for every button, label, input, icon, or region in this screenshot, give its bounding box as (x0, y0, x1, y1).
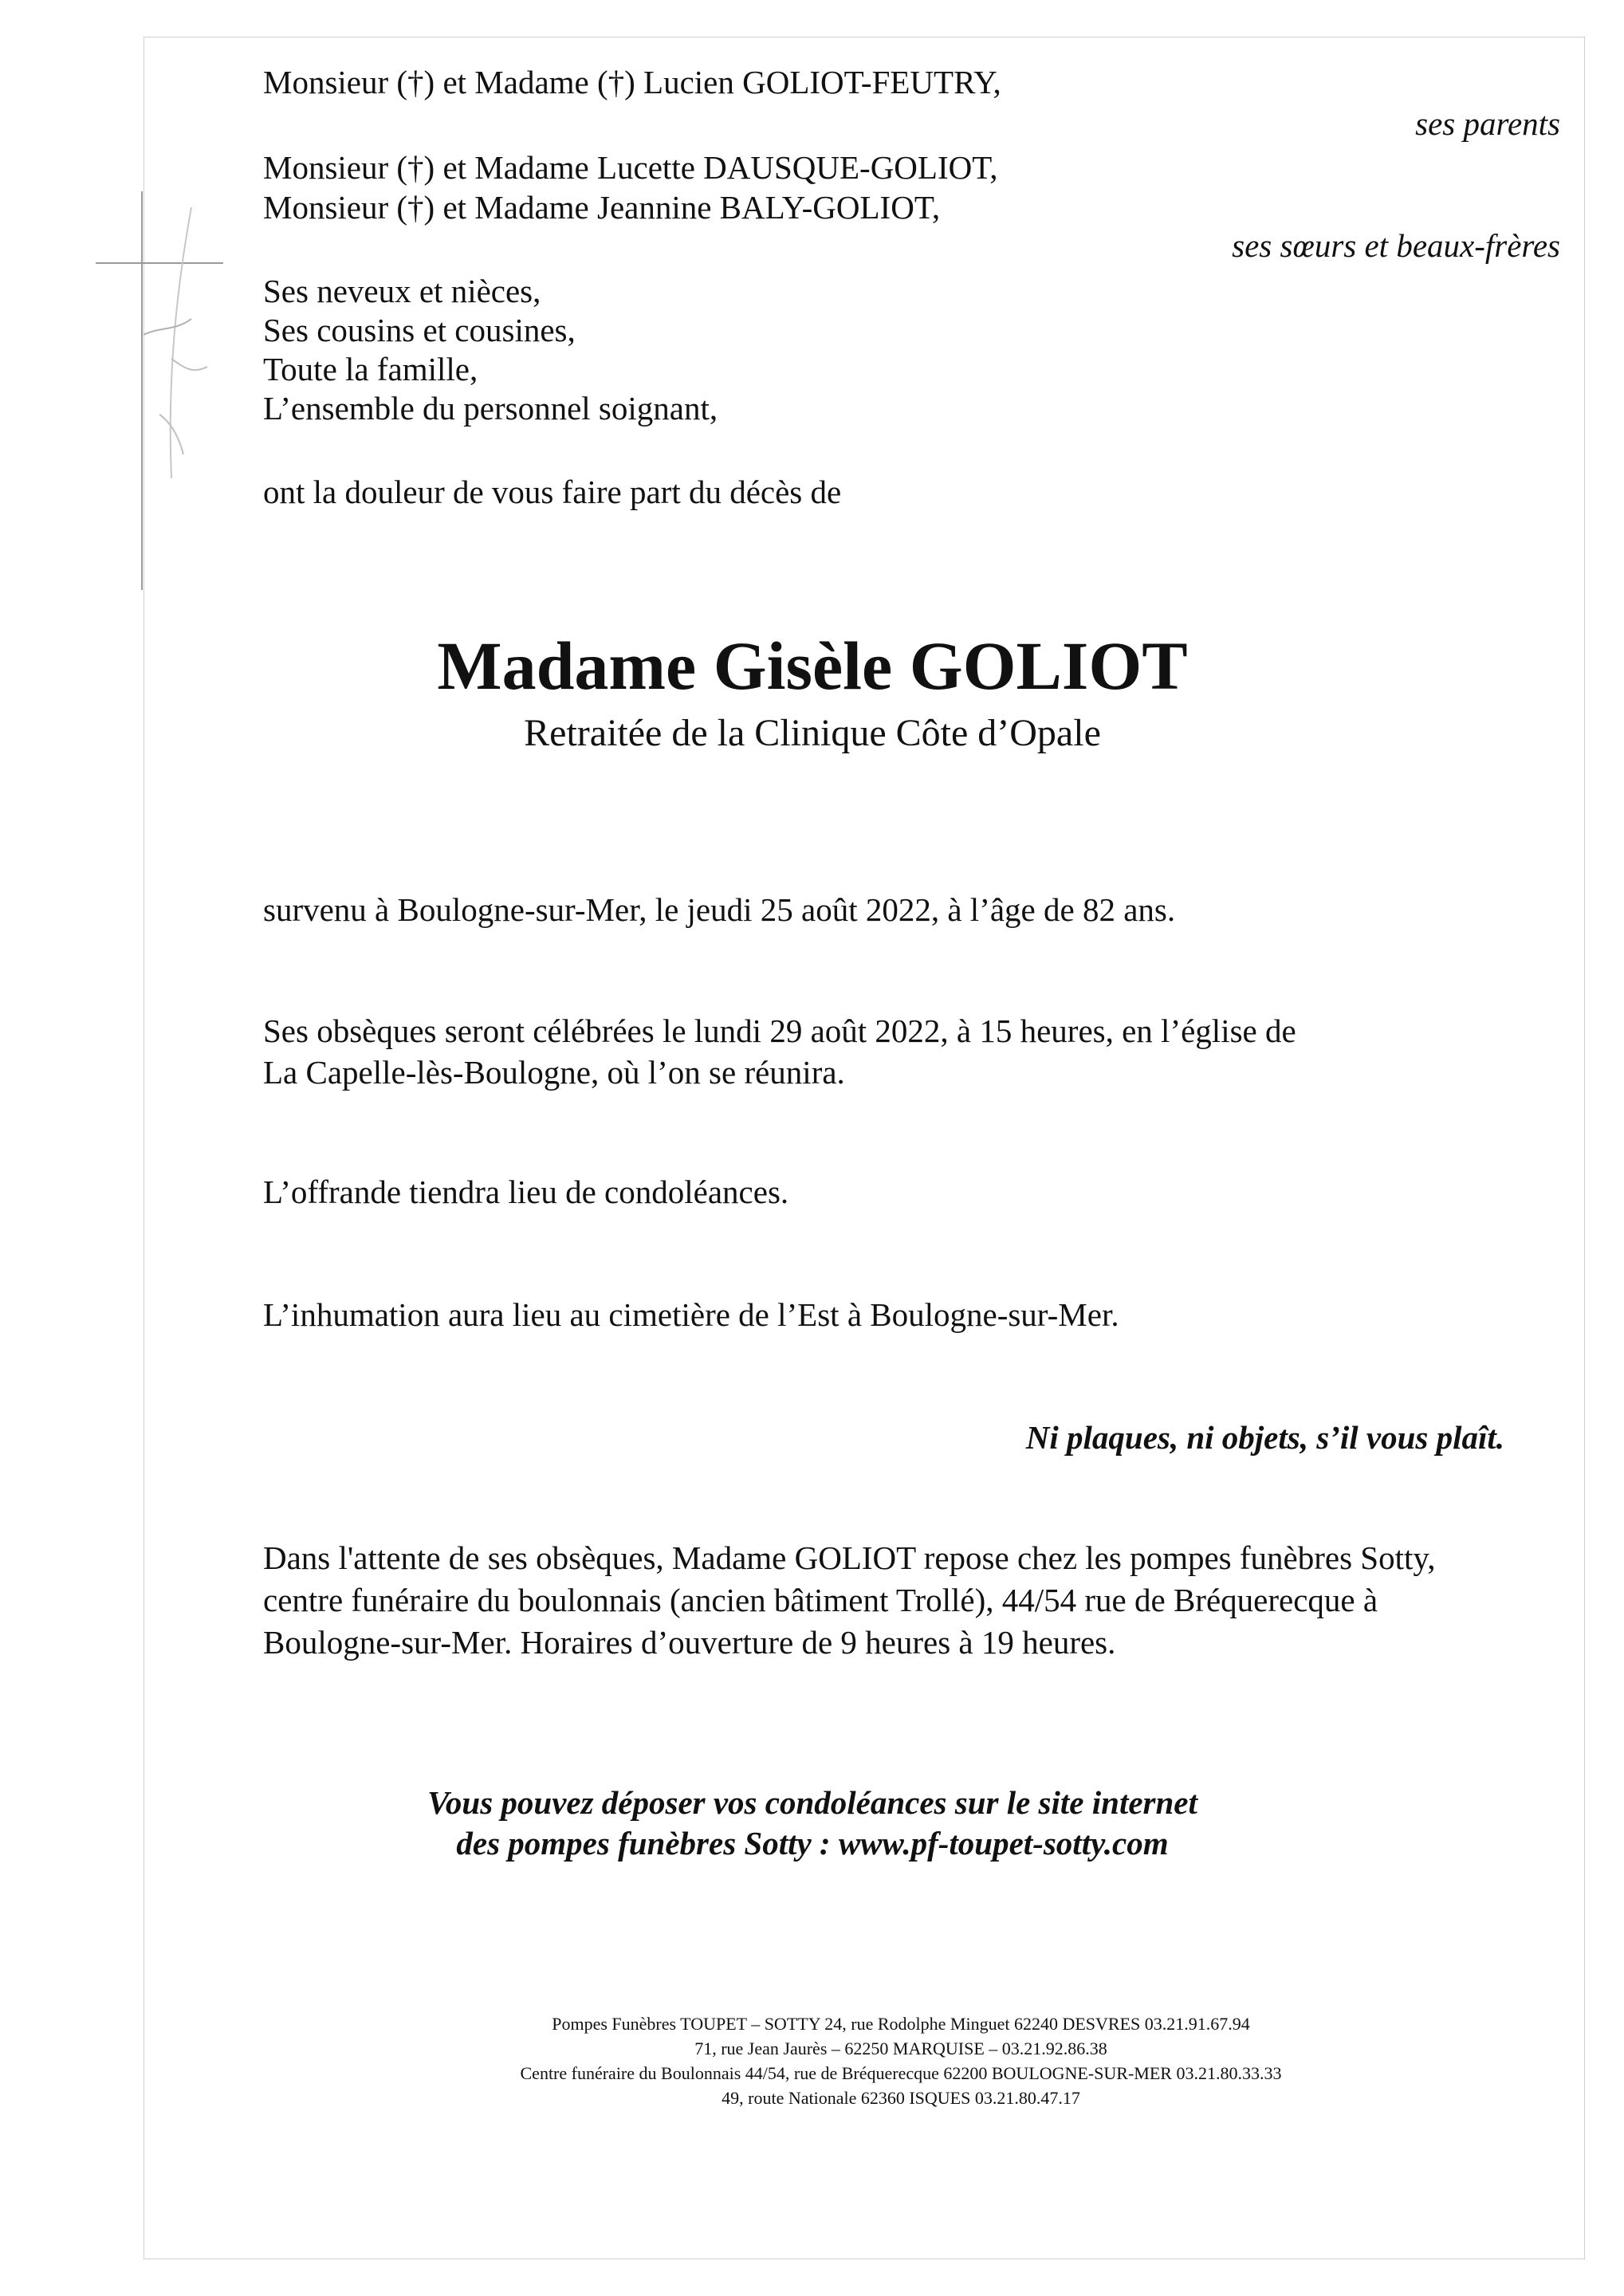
condolences-line-1: Vous pouvez déposer vos condoléances sur le site internet (427, 1784, 1197, 1821)
footer-address: 71, rue Jean Jaurès – 62250 MARQUISE – 03.21.92.86.38 (694, 2038, 1107, 2058)
relatives-line: Toute la famille, (263, 351, 478, 387)
rest-line-3: Boulogne-sur-Mer. Horaires d’ouverture de 9 heures à 19 heures. (263, 1624, 1116, 1661)
sisters-line-2: Monsieur (†) et Madame Jeannine BALY-GOLIOT, (263, 189, 941, 226)
announcement: ont la douleur de vous faire part du décès de (263, 474, 842, 510)
deceased-subtitle: Retraitée de la Clinique Côte d’Opale (524, 712, 1101, 754)
death-notice: survenu à Boulogne-sur-Mer, le jeudi 25 août 2022, à l’âge de 82 ans. (263, 891, 1176, 928)
burial-note: L’inhumation aura lieu au cimetière de l’Est à Boulogne-sur-Mer. (263, 1296, 1119, 1333)
relatives-line: Ses cousins et cousines, (263, 312, 576, 348)
relatives-line: Ses neveux et nièces, (263, 273, 541, 309)
footer-address: 49, route Nationale 62360 ISQUES 03.21.80.47.17 (722, 2088, 1080, 2108)
offering-note: L’offrande tiendra lieu de condoléances. (263, 1174, 789, 1210)
footer-address: Centre funéraire du Boulonnais 44/54, rue de Bréquerecque 62200 BOULOGNE-SUR-MER 03.21.80.33.33 (520, 2063, 1282, 2083)
footer-address: Pompes Funèbres TOUPET – SOTTY 24, rue Rodolphe Minguet 62240 DESVRES 03.21.91.67.94 (552, 2014, 1250, 2034)
deceased-name: Madame Gisèle GOLIOT (437, 627, 1188, 704)
funeral-line-1: Ses obsèques seront célébrées le lundi 29 août 2022, à 15 heures, en l’église de (263, 1012, 1296, 1049)
condolences-line-2: des pompes funèbres Sotty : www.pf-toupet-sotty.com (456, 1825, 1169, 1862)
no-flowers-note: Ni plaques, ni objets, s’il vous plaît. (1025, 1419, 1504, 1456)
sisters-line-1: Monsieur (†) et Madame Lucette DAUSQUE-GOLIOT, (263, 149, 998, 186)
parents-line: Monsieur (†) et Madame (†) Lucien GOLIOT-FEUTRY, (263, 64, 1001, 100)
sisters-role: ses sœurs et beaux-frères (1232, 227, 1560, 264)
rest-line-1: Dans l'attente de ses obsèques, Madame GOLIOT repose chez les pompes funèbres Sotty, (263, 1539, 1436, 1576)
funeral-line-2: La Capelle-lès-Boulogne, où l’on se réunira. (263, 1054, 845, 1091)
relatives-line: L’ensemble du personnel soignant, (263, 390, 718, 427)
cross-lily-icon (96, 175, 239, 590)
rest-line-2: centre funéraire du boulonnais (ancien bâtiment Trollé), 44/54 rue de Bréquerecque à (263, 1582, 1378, 1618)
parents-role: ses parents (1415, 105, 1560, 142)
